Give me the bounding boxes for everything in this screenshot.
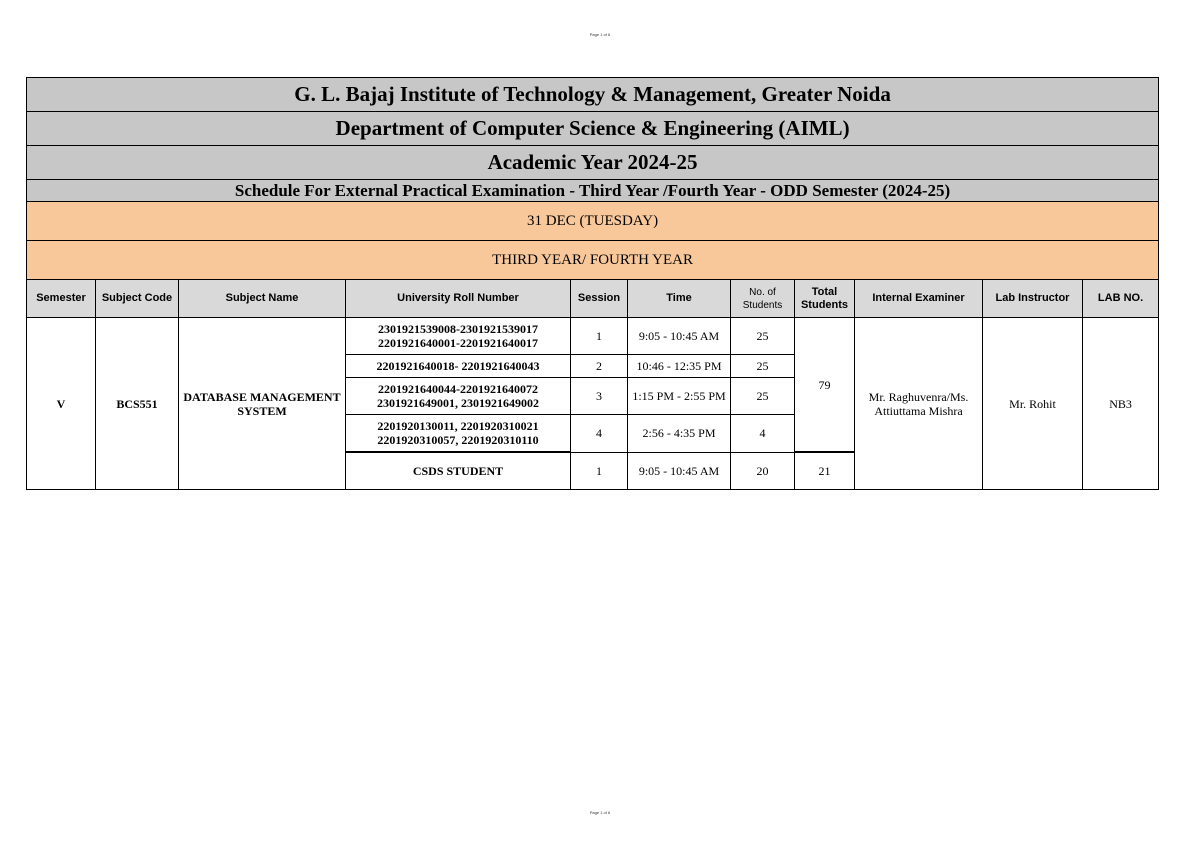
semester-value: V xyxy=(27,318,96,490)
students-value: 4 xyxy=(731,415,795,453)
total-students-value: 79 xyxy=(795,318,855,453)
session-value: 3 xyxy=(571,378,628,415)
time-value: 9:05 - 10:45 AM xyxy=(628,452,731,490)
year-group: THIRD YEAR/ FOURTH YEAR xyxy=(27,241,1159,280)
subject-name-value: DATABASE MANAGEMENT SYSTEM xyxy=(179,318,346,490)
schedule-title: Schedule For External Practical Examination - Third Year /Fourth Year - ODD Semester (2024-25) xyxy=(27,180,1159,202)
session-value: 4 xyxy=(571,415,628,453)
students-value: 20 xyxy=(731,452,795,490)
roll-number-cell xyxy=(346,355,571,378)
page-marker-top: Page 1 of 6 xyxy=(589,32,611,37)
roll-number-cell xyxy=(346,452,571,490)
session-value: 2 xyxy=(571,355,628,378)
page-marker-bottom: Page 1 of 6 xyxy=(589,810,611,815)
session-value: 1 xyxy=(571,318,628,355)
roll-number-cell xyxy=(346,415,571,453)
institute-title: G. L. Bajaj Institute of Technology & Management, Greater Noida xyxy=(27,78,1159,112)
department-title: Department of Computer Science & Engineering (AIML) xyxy=(27,112,1159,146)
col-no-of-students: No. of Students xyxy=(731,280,795,318)
academic-year: Academic Year 2024-25 xyxy=(27,146,1159,180)
roll-line: 2301921649001, 2301921649002 xyxy=(377,396,539,410)
col-time: Time xyxy=(628,280,731,318)
roll-line: 2301921539008-2301921539017 xyxy=(378,322,538,336)
col-internal-examiner: Internal Examiner xyxy=(855,280,983,318)
time-value: 9:05 - 10:45 AM xyxy=(628,318,731,355)
internal-examiner-value: Mr. Raghuvenra/Ms. Attiuttama Mishra xyxy=(855,318,983,490)
time-value: 10:46 - 12:35 PM xyxy=(628,355,731,378)
roll-line: 2201920310057, 2201920310110 xyxy=(377,433,539,447)
exam-schedule-table xyxy=(26,77,1159,490)
col-total-students: Total Students xyxy=(795,280,855,318)
roll-line: 2201921640044-2201921640072 xyxy=(378,382,538,396)
roll-line: 2201921640018- 2201921640043 xyxy=(376,359,540,373)
students-value: 25 xyxy=(731,355,795,378)
students-value: 25 xyxy=(731,318,795,355)
col-lab-no: LAB NO. xyxy=(1083,280,1159,318)
roll-line: CSDS STUDENT xyxy=(412,464,504,478)
col-subject-name: Subject Name xyxy=(179,280,346,318)
col-lab-instructor: Lab Instructor xyxy=(983,280,1083,318)
subject-code-value: BCS551 xyxy=(96,318,179,490)
col-roll-number: University Roll Number xyxy=(346,280,571,318)
time-value: 1:15 PM - 2:55 PM xyxy=(628,378,731,415)
students-value: 25 xyxy=(731,378,795,415)
col-semester: Semester xyxy=(27,280,96,318)
total-students-value: 21 xyxy=(795,452,855,490)
roll-number-cell xyxy=(346,318,571,355)
lab-instructor-value: Mr. Rohit xyxy=(983,318,1083,490)
time-value: 2:56 - 4:35 PM xyxy=(628,415,731,453)
roll-line: 2201921640001-2201921640017 xyxy=(378,336,538,350)
col-subject-code: Subject Code xyxy=(96,280,179,318)
roll-number-cell xyxy=(346,378,571,415)
roll-line: 2201920130011, 2201920310021 xyxy=(377,419,539,433)
exam-date: 31 DEC (TUESDAY) xyxy=(27,202,1159,241)
lab-no-value: NB3 xyxy=(1083,318,1159,490)
table-row xyxy=(27,318,1159,355)
col-session: Session xyxy=(571,280,628,318)
session-value: 1 xyxy=(571,452,628,490)
